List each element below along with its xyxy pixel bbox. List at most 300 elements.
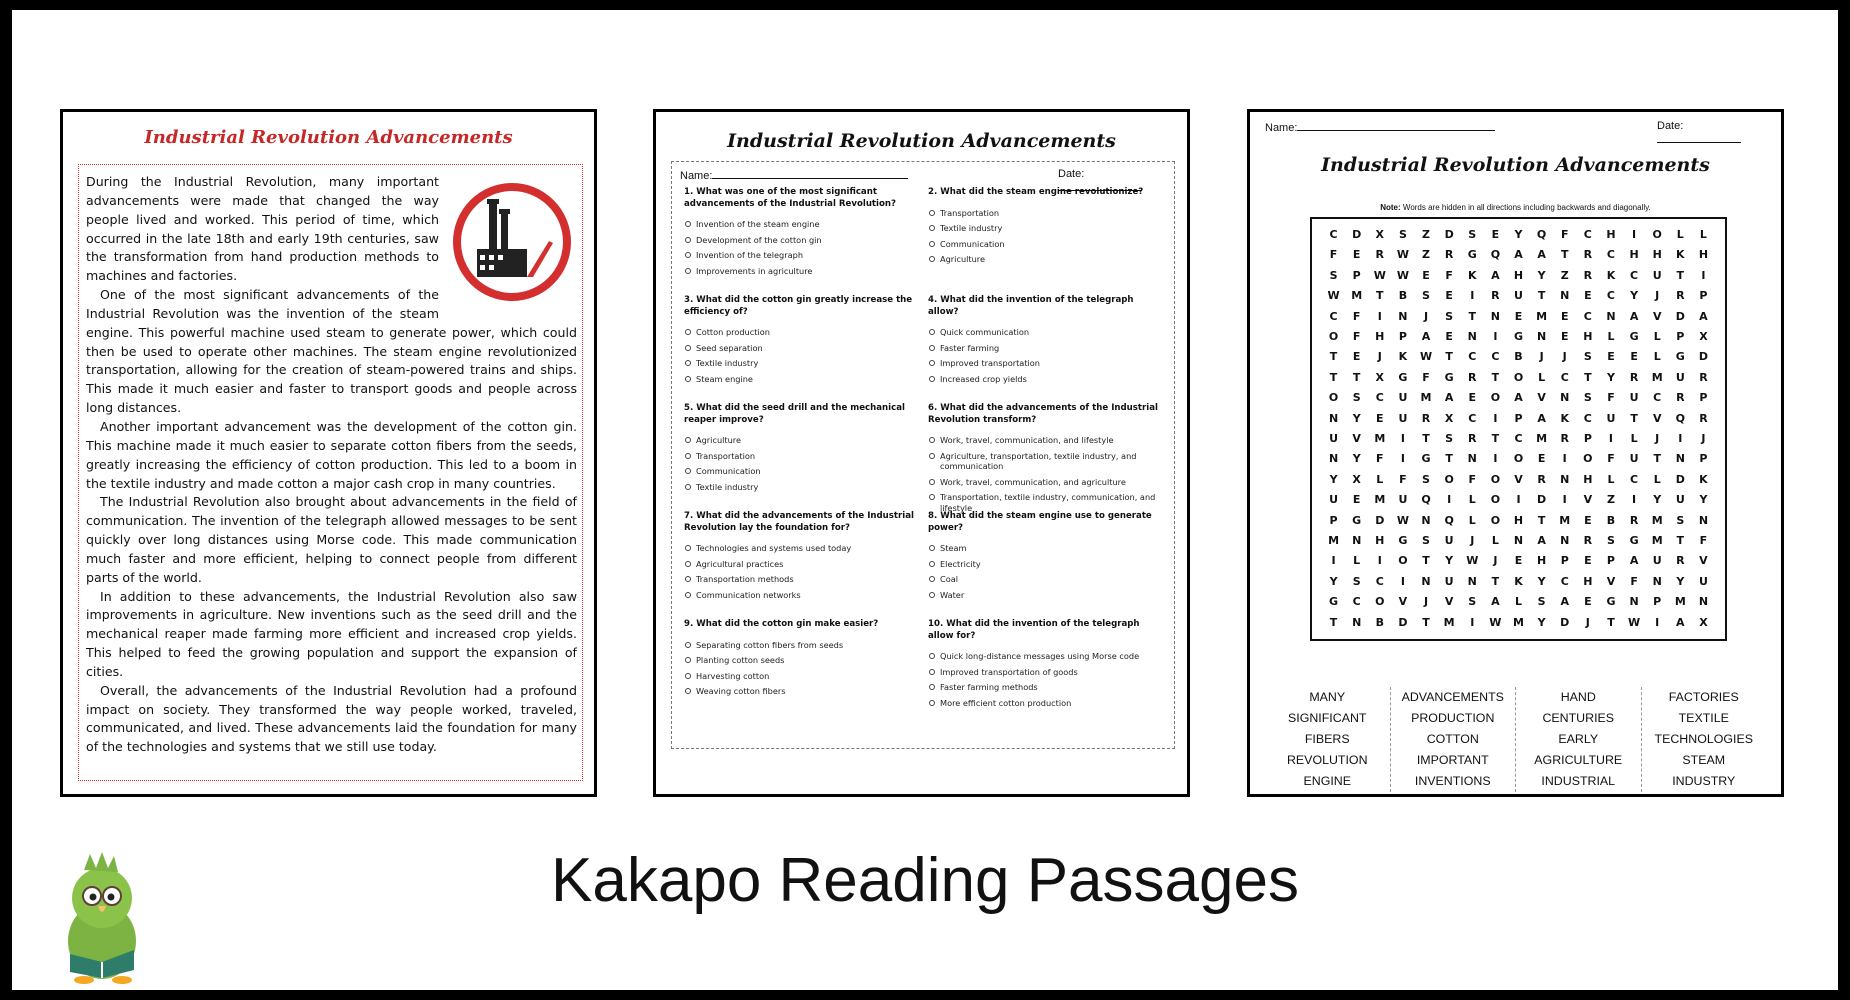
- grid-letter[interactable]: A: [1629, 309, 1639, 323]
- answer-option[interactable]: Textile industry: [684, 358, 914, 369]
- grid-letter[interactable]: C: [1630, 472, 1639, 486]
- answer-option[interactable]: Transportation: [684, 451, 914, 462]
- grid-letter[interactable]: C: [1606, 289, 1615, 303]
- grid-letter[interactable]: L: [1491, 533, 1499, 547]
- grid-letter[interactable]: K: [1699, 472, 1708, 486]
- grid-letter[interactable]: T: [1468, 309, 1477, 323]
- grid-letter[interactable]: F: [1352, 309, 1361, 323]
- grid-letter[interactable]: T: [1607, 615, 1615, 629]
- grid-letter[interactable]: H: [1375, 533, 1385, 547]
- grid-letter[interactable]: V: [1514, 472, 1523, 486]
- grid-letter[interactable]: J: [1539, 350, 1544, 364]
- grid-letter[interactable]: P: [1583, 431, 1592, 445]
- grid-letter[interactable]: T: [1491, 370, 1500, 384]
- grid-letter[interactable]: S: [1468, 595, 1477, 609]
- grid-letter[interactable]: Q: [1536, 228, 1547, 241]
- grid-letter[interactable]: S: [1352, 391, 1361, 405]
- grid-letter[interactable]: N: [1560, 391, 1570, 405]
- grid-letter[interactable]: V: [1352, 431, 1361, 445]
- grid-letter[interactable]: W: [1628, 615, 1641, 629]
- grid-letter[interactable]: P: [1699, 452, 1708, 466]
- grid-letter[interactable]: O: [1375, 595, 1385, 609]
- grid-letter[interactable]: N: [1513, 533, 1524, 547]
- grid-letter[interactable]: O: [1652, 228, 1662, 241]
- grid-letter[interactable]: F: [1422, 370, 1430, 384]
- grid-letter[interactable]: K: [1676, 248, 1685, 262]
- grid-letter[interactable]: R: [1699, 370, 1708, 384]
- grid-letter[interactable]: C: [1560, 370, 1569, 384]
- grid-letter[interactable]: S: [1422, 472, 1430, 486]
- grid-letter[interactable]: T: [1676, 533, 1685, 547]
- grid-letter[interactable]: W: [1396, 513, 1409, 527]
- grid-letter[interactable]: N: [1606, 309, 1616, 323]
- grid-letter[interactable]: T: [1422, 615, 1430, 629]
- grid-letter[interactable]: L: [1653, 472, 1661, 486]
- grid-letter[interactable]: I: [1493, 329, 1498, 343]
- grid-letter[interactable]: Y: [1630, 289, 1639, 303]
- grid-letter[interactable]: C: [1606, 248, 1615, 262]
- grid-letter[interactable]: A: [1537, 411, 1546, 425]
- grid-letter[interactable]: N: [1652, 574, 1662, 588]
- grid-letter[interactable]: E: [1584, 513, 1592, 527]
- grid-letter[interactable]: H: [1652, 248, 1662, 262]
- grid-letter[interactable]: N: [1352, 533, 1362, 547]
- answer-option[interactable]: Steam engine: [684, 374, 914, 385]
- grid-letter[interactable]: W: [1419, 350, 1433, 364]
- grid-letter[interactable]: S: [1676, 513, 1685, 527]
- grid-letter[interactable]: X: [1352, 472, 1361, 486]
- grid-letter[interactable]: Q: [1490, 248, 1501, 262]
- grid-letter[interactable]: H: [1583, 472, 1593, 486]
- grid-letter[interactable]: H: [1513, 513, 1524, 527]
- grid-letter[interactable]: C: [1468, 411, 1477, 425]
- grid-letter[interactable]: E: [1468, 391, 1477, 405]
- grid-letter[interactable]: T: [1560, 248, 1569, 262]
- grid-letter[interactable]: O: [1328, 329, 1339, 343]
- answer-option[interactable]: Weaving cotton fibers: [684, 686, 914, 697]
- answer-option[interactable]: Water: [928, 590, 1158, 601]
- grid-letter[interactable]: R: [1629, 513, 1639, 527]
- grid-letter[interactable]: M: [1536, 431, 1548, 445]
- answer-option[interactable]: Transportation, textile industry, communication, and lifestyle: [928, 492, 1158, 513]
- grid-letter[interactable]: C: [1514, 431, 1523, 445]
- grid-letter[interactable]: Y: [1537, 268, 1546, 282]
- grid-letter[interactable]: B: [1606, 513, 1616, 527]
- grid-letter[interactable]: H: [1513, 268, 1524, 282]
- grid-letter[interactable]: S: [1329, 268, 1338, 282]
- grid-letter[interactable]: U: [1329, 431, 1339, 445]
- grid-letter[interactable]: M: [1536, 309, 1548, 323]
- grid-letter[interactable]: Y: [1676, 574, 1685, 588]
- grid-letter[interactable]: C: [1583, 411, 1592, 425]
- grid-letter[interactable]: U: [1698, 574, 1708, 588]
- grid-letter[interactable]: P: [1398, 329, 1407, 343]
- grid-letter[interactable]: Z: [1560, 268, 1569, 282]
- grid-letter[interactable]: H: [1629, 248, 1639, 262]
- grid-letter[interactable]: E: [1607, 350, 1615, 364]
- grid-letter[interactable]: N: [1328, 411, 1339, 425]
- grid-letter[interactable]: B: [1398, 289, 1408, 303]
- grid-letter[interactable]: R: [1699, 411, 1708, 425]
- answer-option[interactable]: Increased crop yields: [928, 374, 1158, 385]
- grid-letter[interactable]: G: [1467, 248, 1477, 262]
- grid-letter[interactable]: L: [1676, 228, 1684, 241]
- grid-letter[interactable]: C: [1630, 268, 1639, 282]
- answer-option[interactable]: Transportation: [928, 208, 1158, 219]
- grid-letter[interactable]: N: [1467, 574, 1477, 588]
- grid-letter[interactable]: G: [1352, 513, 1362, 527]
- grid-letter[interactable]: T: [1445, 350, 1453, 364]
- grid-letter[interactable]: R: [1676, 554, 1685, 568]
- grid-letter[interactable]: E: [1537, 452, 1546, 466]
- answer-option[interactable]: Technologies and systems used today: [684, 543, 914, 554]
- grid-letter[interactable]: R: [1583, 533, 1593, 547]
- grid-letter[interactable]: N: [1467, 329, 1477, 343]
- grid-letter[interactable]: Y: [1653, 493, 1662, 507]
- grid-letter[interactable]: H: [1698, 248, 1709, 262]
- grid-letter[interactable]: Q: [1675, 411, 1685, 425]
- grid-letter[interactable]: T: [1630, 411, 1638, 425]
- answer-option[interactable]: Cotton production: [684, 327, 914, 338]
- grid-letter[interactable]: N: [1560, 289, 1570, 303]
- grid-letter[interactable]: U: [1398, 411, 1408, 425]
- grid-letter[interactable]: K: [1398, 350, 1408, 364]
- grid-letter[interactable]: X: [1375, 228, 1385, 241]
- grid-letter[interactable]: T: [1537, 513, 1546, 527]
- grid-letter[interactable]: I: [1608, 431, 1613, 445]
- answer-option[interactable]: Seed separation: [684, 343, 914, 354]
- grid-letter[interactable]: W: [1327, 289, 1340, 303]
- grid-letter[interactable]: B: [1514, 350, 1523, 364]
- answer-option[interactable]: Invention of the steam engine: [684, 219, 914, 230]
- grid-letter[interactable]: J: [1377, 350, 1382, 364]
- grid-letter[interactable]: N: [1421, 574, 1431, 588]
- answer-option[interactable]: Development of the cotton gin: [684, 235, 914, 246]
- grid-letter[interactable]: T: [1491, 431, 1500, 445]
- grid-letter[interactable]: Y: [1537, 574, 1546, 588]
- grid-letter[interactable]: N: [1560, 533, 1570, 547]
- grid-letter[interactable]: N: [1328, 452, 1339, 466]
- grid-letter[interactable]: T: [1329, 615, 1338, 629]
- grid-letter[interactable]: M: [1374, 493, 1386, 507]
- grid-letter[interactable]: H: [1583, 574, 1593, 588]
- grid-letter[interactable]: V: [1652, 411, 1662, 425]
- grid-letter[interactable]: F: [1630, 574, 1638, 588]
- answer-option[interactable]: Improved transportation: [928, 358, 1158, 369]
- grid-letter[interactable]: V: [1537, 391, 1546, 405]
- grid-letter[interactable]: V: [1398, 595, 1408, 609]
- grid-letter[interactable]: S: [1445, 309, 1454, 323]
- grid-letter[interactable]: V: [1606, 574, 1616, 588]
- grid-letter[interactable]: N: [1352, 615, 1362, 629]
- grid-letter[interactable]: L: [1376, 472, 1384, 486]
- grid-letter[interactable]: R: [1491, 289, 1500, 303]
- grid-letter[interactable]: W: [1466, 554, 1479, 568]
- grid-letter[interactable]: Y: [1537, 615, 1546, 629]
- grid-letter[interactable]: A: [1560, 595, 1569, 609]
- grid-letter[interactable]: O: [1328, 391, 1339, 405]
- grid-letter[interactable]: O: [1490, 513, 1501, 527]
- grid-letter[interactable]: L: [1468, 513, 1476, 527]
- grid-letter[interactable]: A: [1444, 391, 1454, 405]
- grid-letter[interactable]: U: [1629, 452, 1639, 466]
- grid-letter[interactable]: I: [1470, 615, 1475, 629]
- grid-letter[interactable]: P: [1699, 391, 1708, 405]
- grid-letter[interactable]: H: [1606, 228, 1616, 241]
- grid-letter[interactable]: P: [1514, 411, 1523, 425]
- grid-letter[interactable]: I: [1470, 289, 1475, 303]
- grid-letter[interactable]: N: [1698, 513, 1709, 527]
- grid-letter[interactable]: M: [1443, 615, 1455, 629]
- grid-letter[interactable]: F: [1468, 472, 1477, 486]
- grid-letter[interactable]: L: [1468, 493, 1476, 507]
- grid-letter[interactable]: X: [1444, 411, 1454, 425]
- grid-letter[interactable]: C: [1491, 350, 1500, 364]
- grid-letter[interactable]: A: [1514, 248, 1523, 262]
- grid-letter[interactable]: J: [1701, 431, 1706, 445]
- grid-letter[interactable]: S: [1606, 533, 1615, 547]
- grid-letter[interactable]: Q: [1421, 493, 1431, 507]
- grid-letter[interactable]: A: [1629, 554, 1639, 568]
- grid-letter[interactable]: K: [1514, 574, 1523, 588]
- grid-letter[interactable]: C: [1560, 574, 1569, 588]
- grid-letter[interactable]: X: [1699, 615, 1708, 629]
- grid-letter[interactable]: S: [1422, 533, 1430, 547]
- grid-letter[interactable]: G: [1444, 370, 1454, 384]
- grid-letter[interactable]: Y: [1445, 554, 1454, 568]
- grid-letter[interactable]: N: [1537, 329, 1547, 343]
- grid-letter[interactable]: I: [1678, 431, 1683, 445]
- grid-letter[interactable]: S: [1422, 289, 1430, 303]
- grid-letter[interactable]: A: [1491, 268, 1500, 282]
- answer-option[interactable]: Textile industry: [684, 482, 914, 493]
- grid-letter[interactable]: J: [1470, 533, 1475, 547]
- grid-letter[interactable]: I: [1562, 493, 1567, 507]
- grid-letter[interactable]: S: [1352, 574, 1361, 588]
- grid-letter[interactable]: T: [1676, 268, 1685, 282]
- grid-letter[interactable]: I: [1632, 228, 1637, 241]
- grid-letter[interactable]: E: [1491, 228, 1500, 241]
- grid-letter[interactable]: D: [1560, 615, 1570, 629]
- answer-option[interactable]: Agricultural practices: [684, 559, 914, 570]
- grid-letter[interactable]: N: [1560, 472, 1570, 486]
- grid-letter[interactable]: C: [1375, 391, 1384, 405]
- grid-letter[interactable]: E: [1584, 595, 1592, 609]
- grid-letter[interactable]: S: [1537, 595, 1546, 609]
- answer-option[interactable]: Improvements in agriculture: [684, 266, 914, 277]
- grid-letter[interactable]: W: [1396, 268, 1409, 282]
- grid-letter[interactable]: D: [1675, 309, 1685, 323]
- grid-letter[interactable]: E: [1514, 554, 1523, 568]
- grid-letter[interactable]: U: [1652, 554, 1662, 568]
- answer-option[interactable]: Agriculture: [928, 254, 1158, 265]
- grid-letter[interactable]: U: [1675, 370, 1685, 384]
- grid-letter[interactable]: S: [1583, 391, 1592, 405]
- answer-option[interactable]: Invention of the telegraph: [684, 250, 914, 261]
- answer-option[interactable]: Faster farming: [928, 343, 1158, 354]
- answer-option[interactable]: Separating cotton fibers from seeds: [684, 640, 914, 651]
- grid-letter[interactable]: I: [1400, 431, 1405, 445]
- answer-option[interactable]: More efficient cotton production: [928, 698, 1158, 709]
- grid-letter[interactable]: R: [1444, 248, 1454, 262]
- grid-letter[interactable]: F: [1399, 472, 1407, 486]
- grid-letter[interactable]: N: [1421, 513, 1431, 527]
- grid-letter[interactable]: I: [1701, 268, 1706, 282]
- grid-letter[interactable]: E: [1376, 411, 1384, 425]
- grid-letter[interactable]: C: [1375, 574, 1384, 588]
- grid-letter[interactable]: D: [1675, 472, 1685, 486]
- grid-letter[interactable]: L: [1514, 595, 1522, 609]
- grid-letter[interactable]: L: [1653, 350, 1661, 364]
- grid-letter[interactable]: E: [1352, 350, 1361, 364]
- grid-letter[interactable]: T: [1445, 452, 1453, 466]
- grid-letter[interactable]: A: [1514, 391, 1523, 405]
- grid-letter[interactable]: O: [1513, 452, 1524, 466]
- grid-letter[interactable]: W: [1489, 615, 1502, 629]
- grid-letter[interactable]: I: [1655, 615, 1660, 629]
- answer-option[interactable]: Quick communication: [928, 327, 1158, 338]
- grid-letter[interactable]: F: [1607, 391, 1615, 405]
- grid-letter[interactable]: L: [1538, 370, 1546, 384]
- grid-letter[interactable]: U: [1606, 411, 1616, 425]
- grid-letter[interactable]: K: [1467, 268, 1477, 282]
- answer-option[interactable]: Electricity: [928, 559, 1158, 570]
- grid-letter[interactable]: G: [1329, 595, 1339, 609]
- grid-letter[interactable]: Z: [1606, 493, 1615, 507]
- answer-option[interactable]: Communication networks: [684, 590, 914, 601]
- grid-letter[interactable]: I: [1632, 493, 1637, 507]
- grid-letter[interactable]: I: [1562, 452, 1567, 466]
- grid-letter[interactable]: T: [1352, 370, 1361, 384]
- grid-letter[interactable]: J: [1585, 615, 1590, 629]
- grid-letter[interactable]: O: [1490, 493, 1501, 507]
- grid-letter[interactable]: I: [1400, 574, 1405, 588]
- grid-letter[interactable]: F: [1352, 329, 1361, 343]
- grid-letter[interactable]: E: [1445, 329, 1453, 343]
- grid-letter[interactable]: G: [1629, 533, 1639, 547]
- grid-letter[interactable]: H: [1537, 554, 1547, 568]
- grid-letter[interactable]: S: [1583, 350, 1592, 364]
- grid-letter[interactable]: G: [1398, 533, 1408, 547]
- grid-letter[interactable]: R: [1629, 370, 1639, 384]
- answer-option[interactable]: Quick long-distance messages using Morse code: [928, 651, 1158, 662]
- grid-letter[interactable]: F: [1607, 452, 1615, 466]
- grid-letter[interactable]: U: [1444, 574, 1454, 588]
- grid-letter[interactable]: A: [1421, 329, 1431, 343]
- grid-letter[interactable]: R: [1421, 411, 1431, 425]
- grid-letter[interactable]: L: [1607, 329, 1615, 343]
- grid-letter[interactable]: N: [1675, 452, 1685, 466]
- answer-option[interactable]: Communication: [928, 239, 1158, 250]
- grid-letter[interactable]: Y: [1352, 411, 1361, 425]
- grid-letter[interactable]: P: [1352, 268, 1361, 282]
- answer-option[interactable]: Improved transportation of goods: [928, 667, 1158, 678]
- answer-option[interactable]: Textile industry: [928, 223, 1158, 234]
- grid-letter[interactable]: P: [1699, 289, 1708, 303]
- grid-letter[interactable]: T: [1537, 289, 1546, 303]
- grid-letter[interactable]: T: [1491, 574, 1500, 588]
- grid-letter[interactable]: N: [1467, 452, 1477, 466]
- grid-letter[interactable]: I: [1400, 452, 1405, 466]
- grid-letter[interactable]: R: [1676, 289, 1685, 303]
- grid-letter[interactable]: J: [1562, 350, 1567, 364]
- grid-letter[interactable]: C: [1468, 350, 1477, 364]
- grid-letter[interactable]: M: [1328, 533, 1340, 547]
- grid-letter[interactable]: S: [1445, 431, 1454, 445]
- answer-option[interactable]: Work, travel, communication, and agriculture: [928, 477, 1158, 488]
- grid-letter[interactable]: D: [1537, 493, 1547, 507]
- grid-letter[interactable]: G: [1398, 370, 1408, 384]
- grid-letter[interactable]: U: [1329, 493, 1339, 507]
- grid-letter[interactable]: L: [1353, 554, 1361, 568]
- grid-letter[interactable]: A: [1537, 248, 1546, 262]
- grid-letter[interactable]: E: [1445, 289, 1453, 303]
- grid-letter[interactable]: I: [1493, 411, 1498, 425]
- grid-letter[interactable]: U: [1652, 268, 1662, 282]
- grid-letter[interactable]: D: [1444, 228, 1454, 241]
- answer-option[interactable]: Transportation methods: [684, 574, 914, 585]
- grid-letter[interactable]: G: [1421, 452, 1431, 466]
- grid-letter[interactable]: J: [1423, 309, 1429, 323]
- grid-letter[interactable]: P: [1653, 595, 1662, 609]
- grid-letter[interactable]: L: [1653, 329, 1661, 343]
- grid-letter[interactable]: Y: [1699, 493, 1708, 507]
- grid-letter[interactable]: C: [1583, 228, 1592, 241]
- grid-letter[interactable]: G: [1629, 329, 1639, 343]
- grid-letter[interactable]: A: [1676, 615, 1685, 629]
- grid-letter[interactable]: R: [1560, 431, 1569, 445]
- grid-letter[interactable]: R: [1676, 391, 1685, 405]
- grid-letter[interactable]: O: [1513, 370, 1524, 384]
- grid-letter[interactable]: W: [1373, 268, 1386, 282]
- answer-option[interactable]: Work, travel, communication, and lifestyle: [928, 435, 1158, 446]
- grid-letter[interactable]: Y: [1329, 574, 1338, 588]
- grid-letter[interactable]: T: [1376, 289, 1384, 303]
- grid-letter[interactable]: V: [1583, 493, 1593, 507]
- grid-letter[interactable]: T: [1422, 431, 1430, 445]
- grid-letter[interactable]: R: [1468, 370, 1477, 384]
- grid-letter[interactable]: Z: [1422, 248, 1431, 262]
- grid-letter[interactable]: Q: [1444, 513, 1454, 527]
- grid-letter[interactable]: V: [1652, 309, 1662, 323]
- grid-letter[interactable]: S: [1398, 228, 1407, 241]
- grid-letter[interactable]: X: [1699, 329, 1708, 343]
- grid-letter[interactable]: T: [1422, 554, 1430, 568]
- grid-letter[interactable]: I: [1377, 309, 1382, 323]
- grid-letter[interactable]: C: [1352, 595, 1361, 609]
- grid-letter[interactable]: R: [1375, 248, 1385, 262]
- grid-letter[interactable]: F: [1329, 248, 1338, 262]
- grid-letter[interactable]: N: [1490, 309, 1500, 323]
- grid-letter[interactable]: C: [1329, 309, 1338, 323]
- grid-letter[interactable]: L: [1699, 228, 1707, 241]
- grid-letter[interactable]: O: [1444, 472, 1454, 486]
- grid-letter[interactable]: J: [1655, 431, 1660, 445]
- grid-letter[interactable]: X: [1375, 370, 1385, 384]
- grid-letter[interactable]: U: [1444, 533, 1454, 547]
- grid-letter[interactable]: M: [1559, 513, 1571, 527]
- grid-letter[interactable]: G: [1675, 350, 1685, 364]
- grid-letter[interactable]: F: [1445, 268, 1453, 282]
- answer-option[interactable]: Faster farming methods: [928, 682, 1158, 693]
- grid-letter[interactable]: E: [1584, 289, 1592, 303]
- grid-letter[interactable]: A: [1491, 595, 1500, 609]
- grid-letter[interactable]: T: [1653, 452, 1661, 466]
- grid-letter[interactable]: M: [1651, 370, 1663, 384]
- grid-letter[interactable]: F: [1376, 452, 1384, 466]
- grid-letter[interactable]: M: [1651, 513, 1663, 527]
- grid-letter[interactable]: P: [1676, 329, 1685, 343]
